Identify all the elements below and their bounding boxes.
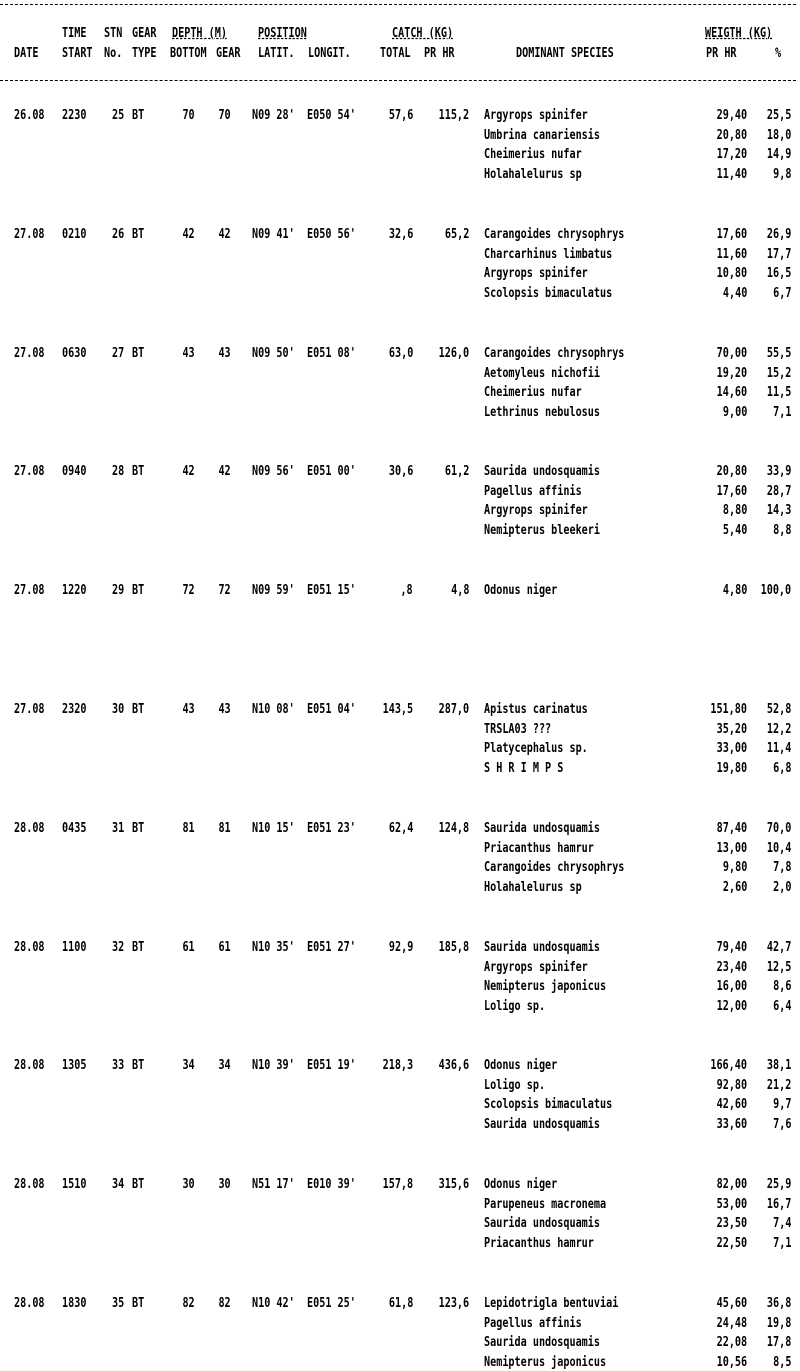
species-percent: 7,6 [772,1117,791,1132]
species-percent: 12,5 [766,960,791,975]
species-percent: 19,8 [766,1316,791,1331]
header-longit: LONGIT. [308,46,351,61]
header-catch: CATCH (KG) [392,26,454,41]
station-number: 32 [112,940,125,955]
station-time: 1220 [62,583,87,598]
species-percent: 6,7 [772,286,791,301]
header-weight: WEIGTH (KG) [705,26,773,41]
station-time: 1830 [62,1296,87,1311]
species-name: Loligo sp. [484,999,546,1014]
species-name: Parupeneus macronema [484,1197,607,1212]
species-weight-per-hour: 33,00 [716,741,747,756]
station-catch-total: 143,5 [382,702,413,717]
species-percent: 9,7 [772,1097,791,1112]
species-name: Nemipterus japonicus [484,979,607,994]
species-name: Cheimerius nufar [484,147,582,162]
station-catch-total: 92,9 [388,940,413,955]
station-date: 27.08 [14,464,45,479]
species-name: Lepidotrigla bentuviai [484,1296,619,1311]
station-bottom-depth: 42 [182,464,195,479]
species-name: Carangoides chrysophrys [484,860,625,875]
station-gear-type: BT [132,108,145,123]
species-name: Argyrops spinifer [484,266,588,281]
header-type: TYPE [132,46,157,61]
species-weight-per-hour: 42,60 [716,1097,747,1112]
station-catch-total: 57,6 [388,108,413,123]
species-name: Scolopsis bimaculatus [484,286,613,301]
species-percent: 33,9 [766,464,791,479]
species-weight-per-hour: 29,40 [716,108,747,123]
species-weight-per-hour: 82,00 [716,1177,747,1192]
station-date: 28.08 [14,1177,45,1192]
station-gear-type: BT [132,702,145,717]
species-weight-per-hour: 151,80 [710,702,747,717]
station-date: 28.08 [14,1296,45,1311]
station-gear-type: BT [132,227,145,242]
species-weight-per-hour: 166,40 [710,1058,747,1073]
species-percent: 38,1 [766,1058,791,1073]
species-weight-per-hour: 9,00 [722,405,747,420]
species-name: Carangoides chrysophrys [484,346,625,361]
species-percent: 16,7 [766,1197,791,1212]
species-name: Saurida undosquamis [484,464,601,479]
species-weight-per-hour: 10,56 [716,1355,747,1370]
species-percent: 42,7 [766,940,791,955]
station-bottom-depth: 43 [182,346,195,361]
species-weight-per-hour: 4,80 [722,583,747,598]
header-start: START [62,46,93,61]
station-longitude: E051 23' [307,821,356,836]
station-number: 27 [112,346,125,361]
header-total: TOTAL [380,46,411,61]
station-bottom-depth: 61 [182,940,195,955]
species-weight-per-hour: 19,20 [716,366,747,381]
species-percent: 28,7 [766,484,791,499]
station-gear-depth: 70 [218,108,231,123]
station-longitude: E051 15' [307,583,356,598]
station-gear-type: BT [132,346,145,361]
station-gear-depth: 81 [218,821,231,836]
species-percent: 8,6 [772,979,791,994]
species-name: Saurida undosquamis [484,1216,601,1231]
station-gear-depth: 43 [218,702,231,717]
species-weight-per-hour: 13,00 [716,841,747,856]
station-catch-total: 218,3 [382,1058,413,1073]
species-name: TRSLA03 ??? [484,722,552,737]
station-longitude: E051 04' [307,702,356,717]
station-latitude: N10 35' [252,940,295,955]
species-name: Argyrops spinifer [484,960,588,975]
species-percent: 52,8 [766,702,791,717]
species-percent: 25,9 [766,1177,791,1192]
station-longitude: E051 00' [307,464,356,479]
species-percent: 6,8 [772,761,791,776]
station-number: 26 [112,227,125,242]
header-bottom: BOTTOM [170,46,207,61]
species-weight-per-hour: 22,08 [716,1335,747,1350]
species-weight-per-hour: 20,80 [716,464,747,479]
species-name: S H R I M P S [484,761,564,776]
species-name: Scolopsis bimaculatus [484,1097,613,1112]
species-weight-per-hour: 24,48 [716,1316,747,1331]
station-gear-type: BT [132,821,145,836]
species-weight-per-hour: 53,00 [716,1197,747,1212]
species-percent: 7,4 [772,1216,791,1231]
station-catch-per-hour: 65,2 [444,227,469,242]
station-latitude: N10 39' [252,1058,295,1073]
station-gear-type: BT [132,464,145,479]
species-name: Argyrops spinifer [484,108,588,123]
station-longitude: E050 54' [307,108,356,123]
species-name: Saurida undosquamis [484,821,601,836]
station-number: 35 [112,1296,125,1311]
species-percent: 6,4 [772,999,791,1014]
species-percent: 7,1 [772,1236,791,1251]
species-weight-per-hour: 14,60 [716,385,747,400]
station-catch-per-hour: 315,6 [438,1177,469,1192]
species-weight-per-hour: 12,00 [716,999,747,1014]
species-percent: 25,5 [766,108,791,123]
species-name: Holahalelurus sp [484,167,582,182]
station-date: 28.08 [14,940,45,955]
species-weight-per-hour: 17,20 [716,147,747,162]
station-time: 2320 [62,702,87,717]
station-catch-per-hour: 185,8 [438,940,469,955]
station-catch-total: 62,4 [388,821,413,836]
species-percent: 55,5 [766,346,791,361]
station-gear-depth: 42 [218,464,231,479]
species-weight-per-hour: 87,40 [716,821,747,836]
station-catch-per-hour: 124,8 [438,821,469,836]
station-time: 0435 [62,821,87,836]
station-latitude: N10 15' [252,821,295,836]
species-percent: 17,8 [766,1335,791,1350]
station-gear-depth: 61 [218,940,231,955]
species-weight-per-hour: 45,60 [716,1296,747,1311]
station-catch-total: 63,0 [388,346,413,361]
station-time: 0210 [62,227,87,242]
species-name: Saurida undosquamis [484,1117,601,1132]
station-gear-type: BT [132,1058,145,1073]
species-name: Odonus niger [484,1177,558,1192]
species-name: Odonus niger [484,1058,558,1073]
station-gear-depth: 43 [218,346,231,361]
station-gear-type: BT [132,1296,145,1311]
species-name: Umbrina canariensis [484,128,601,143]
species-name: Argyrops spinifer [484,503,588,518]
species-percent: 14,3 [766,503,791,518]
species-name: Aetomyleus nichofii [484,366,601,381]
species-weight-per-hour: 4,40 [722,286,747,301]
species-name: Carangoides chrysophrys [484,227,625,242]
station-date: 27.08 [14,346,45,361]
station-catch-total: 61,8 [388,1296,413,1311]
station-time: 0940 [62,464,87,479]
species-name: Odonus niger [484,583,558,598]
station-gear-depth: 82 [218,1296,231,1311]
species-name: Pagellus affinis [484,1316,582,1331]
species-percent: 10,4 [766,841,791,856]
header-gear: GEAR [132,26,157,41]
species-weight-per-hour: 17,60 [716,227,747,242]
species-name: Platycephalus sp. [484,741,588,756]
species-weight-per-hour: 9,80 [722,860,747,875]
top-dashed-rule [0,4,796,5]
station-bottom-depth: 43 [182,702,195,717]
species-weight-per-hour: 79,40 [716,940,747,955]
station-latitude: N09 41' [252,227,295,242]
station-catch-per-hour: 115,2 [438,108,469,123]
station-catch-total: ,8 [400,583,413,598]
species-percent: 2,0 [772,880,791,895]
station-gear-depth: 34 [218,1058,231,1073]
station-catch-per-hour: 436,6 [438,1058,469,1073]
header-prhr: PR HR [424,46,455,61]
species-percent: 9,8 [772,167,791,182]
station-latitude: N09 50' [252,346,295,361]
station-number: 28 [112,464,125,479]
station-bottom-depth: 82 [182,1296,195,1311]
species-percent: 7,8 [772,860,791,875]
station-longitude: E051 08' [307,346,356,361]
station-time: 1100 [62,940,87,955]
species-weight-per-hour: 19,80 [716,761,747,776]
station-bottom-depth: 34 [182,1058,195,1073]
species-name: Pagellus affinis [484,484,582,499]
species-percent: 18,0 [766,128,791,143]
species-weight-per-hour: 23,40 [716,960,747,975]
station-catch-per-hour: 4,8 [450,583,469,598]
station-longitude: E051 25' [307,1296,356,1311]
station-number: 33 [112,1058,125,1073]
station-latitude: N10 42' [252,1296,295,1311]
species-name: Priacanthus hamrur [484,841,594,856]
station-catch-per-hour: 126,0 [438,346,469,361]
station-gear-type: BT [132,583,145,598]
species-name: Apistus carinatus [484,702,588,717]
species-percent: 7,1 [772,405,791,420]
header-gear-depth: GEAR [216,46,241,61]
station-gear-depth: 30 [218,1177,231,1192]
station-latitude: N09 56' [252,464,295,479]
station-date: 28.08 [14,1058,45,1073]
station-gear-type: BT [132,1177,145,1192]
station-bottom-depth: 30 [182,1177,195,1192]
species-weight-per-hour: 35,20 [716,722,747,737]
header-date: DATE [14,46,39,61]
header-depth: DEPTH (M) [172,26,227,41]
station-bottom-depth: 72 [182,583,195,598]
species-weight-per-hour: 33,60 [716,1117,747,1132]
header-latit: LATIT. [258,46,295,61]
station-catch-per-hour: 287,0 [438,702,469,717]
species-percent: 70,0 [766,821,791,836]
station-bottom-depth: 81 [182,821,195,836]
station-longitude: E010 39' [307,1177,356,1192]
header-weight-prhr: PR HR [706,46,737,61]
station-catch-total: 30,6 [388,464,413,479]
header-dashed-rule [0,80,796,81]
species-weight-per-hour: 11,60 [716,247,747,262]
species-name: Cheimerius nufar [484,385,582,400]
header-time: TIME [62,26,87,41]
species-percent: 11,5 [766,385,791,400]
station-number: 34 [112,1177,125,1192]
species-name: Lethrinus nebulosus [484,405,601,420]
station-number: 25 [112,108,125,123]
station-number: 29 [112,583,125,598]
station-gear-type: BT [132,940,145,955]
species-percent: 26,9 [766,227,791,242]
species-name: Nemipterus japonicus [484,1355,607,1370]
header-dominant-species: DOMINANT SPECIES [516,46,614,61]
species-weight-per-hour: 16,00 [716,979,747,994]
species-weight-per-hour: 2,60 [722,880,747,895]
station-latitude: N10 08' [252,702,295,717]
station-gear-depth: 72 [218,583,231,598]
species-name: Saurida undosquamis [484,940,601,955]
station-number: 30 [112,702,125,717]
station-catch-total: 32,6 [388,227,413,242]
station-gear-depth: 42 [218,227,231,242]
header-no: No. [104,46,123,61]
species-weight-per-hour: 5,40 [722,523,747,538]
station-time: 1305 [62,1058,87,1073]
species-percent: 100,0 [760,583,791,598]
species-weight-per-hour: 20,80 [716,128,747,143]
station-date: 27.08 [14,583,45,598]
station-latitude: N51 17' [252,1177,295,1192]
station-number: 31 [112,821,125,836]
station-catch-per-hour: 61,2 [444,464,469,479]
station-time: 0630 [62,346,87,361]
species-percent: 36,8 [766,1296,791,1311]
species-name: Holahalelurus sp [484,880,582,895]
station-latitude: N09 28' [252,108,295,123]
station-date: 28.08 [14,821,45,836]
species-percent: 14,9 [766,147,791,162]
species-name: Charcarhinus limbatus [484,247,613,262]
station-catch-total: 157,8 [382,1177,413,1192]
species-percent: 8,5 [772,1355,791,1370]
station-date: 26.08 [14,108,45,123]
species-weight-per-hour: 17,60 [716,484,747,499]
header-position: POSITION [258,26,307,41]
species-percent: 8,8 [772,523,791,538]
station-bottom-depth: 70 [182,108,195,123]
station-date: 27.08 [14,702,45,717]
header-stn: STN [104,26,123,41]
station-bottom-depth: 42 [182,227,195,242]
header-percent: % [775,46,782,61]
species-weight-per-hour: 22,50 [716,1236,747,1251]
species-percent: 21,2 [766,1078,791,1093]
station-time: 1510 [62,1177,87,1192]
station-catch-per-hour: 123,6 [438,1296,469,1311]
species-weight-per-hour: 23,50 [716,1216,747,1231]
species-name: Priacanthus hamrur [484,1236,594,1251]
species-percent: 12,2 [766,722,791,737]
species-weight-per-hour: 10,80 [716,266,747,281]
species-percent: 17,7 [766,247,791,262]
species-weight-per-hour: 92,80 [716,1078,747,1093]
station-longitude: E050 56' [307,227,356,242]
species-percent: 16,5 [766,266,791,281]
species-percent: 15,2 [766,366,791,381]
species-weight-per-hour: 8,80 [722,503,747,518]
species-weight-per-hour: 70,00 [716,346,747,361]
species-name: Nemipterus bleekeri [484,523,601,538]
station-latitude: N09 59' [252,583,295,598]
station-longitude: E051 27' [307,940,356,955]
station-date: 27.08 [14,227,45,242]
species-name: Saurida undosquamis [484,1335,601,1350]
species-name: Loligo sp. [484,1078,546,1093]
species-percent: 11,4 [766,741,791,756]
station-time: 2230 [62,108,87,123]
species-weight-per-hour: 11,40 [716,167,747,182]
station-longitude: E051 19' [307,1058,356,1073]
